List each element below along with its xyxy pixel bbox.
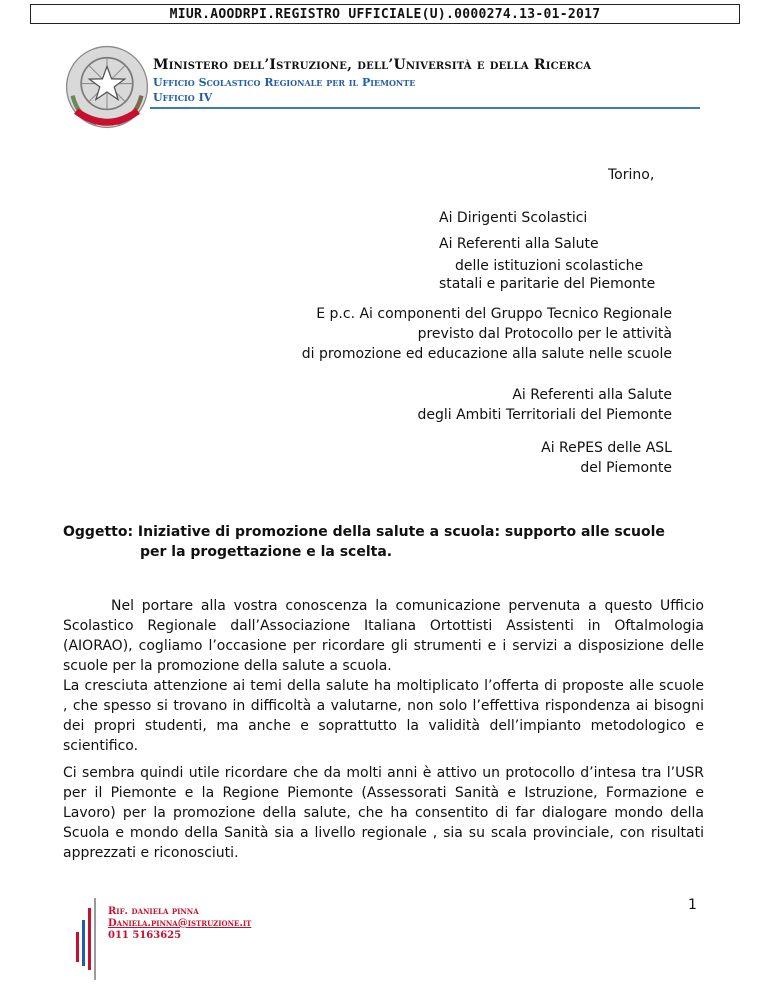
- body-paragraph-1: [63, 596, 704, 676]
- recipient-asl-line2: del Piemonte: [580, 460, 672, 476]
- body-paragraph-3: [63, 763, 704, 863]
- subject: [63, 522, 703, 562]
- body-paragraph-2: [63, 676, 704, 756]
- recipient-ambiti-line1: Ai Referenti alla Salute: [512, 387, 672, 403]
- ministry-name: Ministero dell’Istruzione, dell’Università e della Ricerca: [153, 57, 592, 73]
- ref-email[interactable]: Daniela.pinna@istruzione.it: [108, 918, 252, 929]
- republic-emblem: [64, 44, 150, 130]
- recipient-istituzioni-line1: delle istituzioni scolastiche: [455, 258, 644, 274]
- subject-line2: per la progettazione e la scelta.: [140, 544, 393, 560]
- recipient-dirigenti: Ai Dirigenti Scolastici: [439, 210, 588, 226]
- recipient-pc-line3: di promozione ed educazione alla salute nelle scuole: [301, 346, 672, 362]
- recipient-ambiti-line2: degli Ambiti Territoriali del Piemonte: [417, 407, 672, 423]
- recipient-asl-line1: Ai RePES delle ASL: [541, 440, 672, 456]
- paragraph-2-text: La cresciuta attenzione ai temi della salute ha moltiplicato l’offerta di proposte alle scuole , che spesso si trovano in difficoltà a valutarne, non solo l’effettiva rispondenza ai bisogni dei propri studenti, ma anche e soprattutto la validità dell’impianto metodologico e scientifico.: [63, 678, 704, 754]
- office-unit: Ufficio IV: [153, 91, 213, 104]
- recipient-istituzioni-line2: statali e paritarie del Piemonte: [439, 276, 656, 292]
- paragraph-3-text: Ci sembra quindi utile ricordare che da molti anni è attivo un protocollo d’intesa tra l’USR per il Piemonte e la Regione Piemonte (Assessorati Sanità e Istruzione, Formazione e Lavoro) per la promozione della salute, che ha consentito di far dialogare mondo della Scuola e mondo della Sanità sia a livello regionale , sia su scala provinciale, con risultati apprezzati e riconosciuti.: [63, 765, 704, 861]
- page-number: 1: [688, 897, 697, 913]
- recipient-pc-line2: previsto dal Protocollo per le attività: [417, 326, 672, 342]
- place-date: Torino,: [608, 167, 655, 183]
- recipient-referenti: Ai Referenti alla Salute: [439, 236, 599, 252]
- recipient-pc-line1: E p.c. Ai componenti del Gruppo Tecnico Regionale: [316, 306, 672, 322]
- protocol-stamp: MIUR.AOODRPI.REGISTRO UFFICIALE(U).0000274.13-01-2017: [30, 4, 740, 24]
- subject-line1: Oggetto: Iniziative di promozione della salute a scuola: supporto alle scuole: [63, 524, 665, 540]
- footer-logo-bars: [74, 898, 104, 980]
- ref-name: Rif. daniela pinna: [108, 906, 199, 917]
- ref-phone: 011 5163625: [108, 930, 182, 941]
- regional-office: Ufficio Scolastico Regionale per il Piemonte: [153, 76, 416, 89]
- header-rule: [150, 107, 700, 109]
- paragraph-1-text: Nel portare alla vostra conoscenza la comunicazione pervenuta a questo Ufficio Scolastico Regionale dall’Associazione Italiana Ortottisti Assistenti in Oftalmologia (AIORAO), cogliamo l’occasione per ricordare gli strumenti e i servizi a disposizione delle scuole per la promozione della salute a scuola.: [63, 598, 704, 674]
